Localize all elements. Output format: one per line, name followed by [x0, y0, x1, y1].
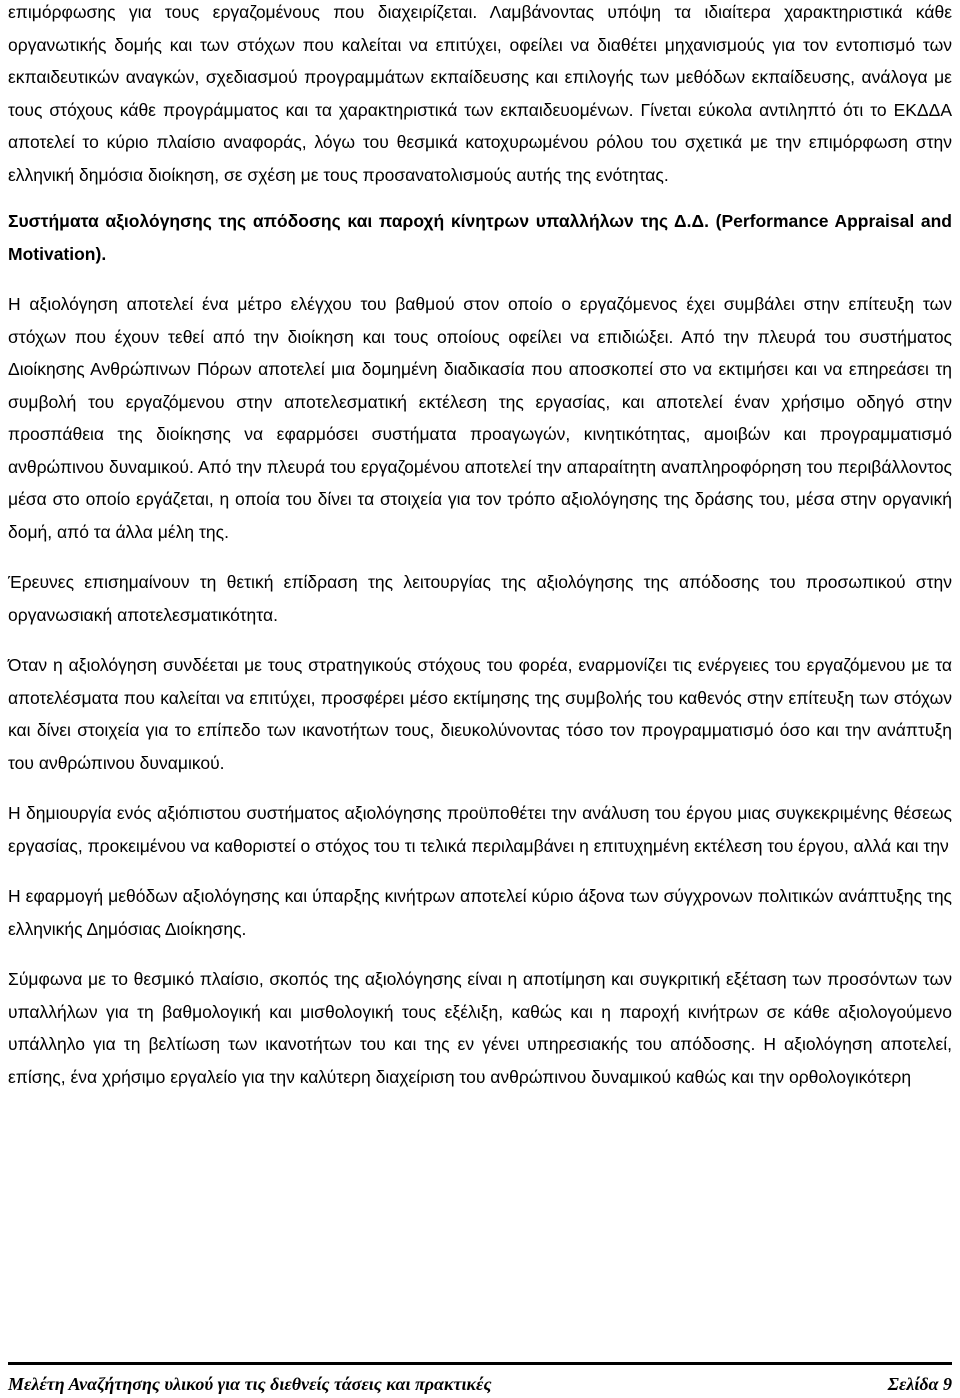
paragraph-policy-axis: Η εφαρμογή μεθόδων αξιολόγησης και ύπαρξης κινήτρων αποτελεί κύριο άξονα των σύγχρονων πολιτικών ανάπτυξης της ελληνικής Δημόσιας Διοίκησης.	[8, 886, 952, 939]
paragraph-research-effect: Έρευνες επισημαίνουν τη θετική επίδραση της λειτουργίας της αξιολόγησης της απόδοσης του προσωπικού στην οργανωσιακή αποτελεσματικότητα.	[8, 572, 952, 625]
paragraph-legal-framework: Σύμφωνα με το θεσμικό πλαίσιο, σκοπός της αξιολόγησης είναι η αποτίμηση και συγκριτική εξέταση των προσόντων των υπαλλήλων για τη βαθμολογική και μισθολογική τους εξέλιξη, καθώς και η παροχή κινήτρων σε κάθε αξιολογούμενο υπάλληλο για τη βελτίωση των ικανοτήτων του και της εν γένει υπηρεσιακής του απόδοσης. Η αξιολόγηση αποτελεί, επίσης, ένα χρήσιμο εργαλείο για την καλύτερη διαχείριση του ανθρώπινου δυναμικού καθώς και την ορθολογικότερη	[8, 969, 952, 1087]
paragraph-reliable-system: Η δημιουργία ενός αξιόπιστου συστήματος αξιολόγησης προϋποθέτει την ανάλυση του έργου μιας συγκεκριμένης θέσεως εργασίας, προκειμένου να καθοριστεί ο στόχος του τι τελικά περιλαμβάνει η επιτυχημένη εκτέλεση του έργου, αλλά και την	[8, 803, 952, 856]
document-page	[8, 0, 952, 1093]
footer-page-number: Σελίδα 9	[887, 1374, 952, 1394]
footer-divider	[8, 1362, 952, 1365]
paragraph-training-intro: επιμόρφωσης για τους εργαζομένους που διαχειρίζεται. Λαμβάνοντας υπόψη τα ιδιαίτερα χαρακτηριστικά κάθε οργανωτικής δομής και των στόχων που καλείται να επιτύχει, οφείλει να διαθέτει μηχανισμούς για τον εντοπισμό των εκπαιδευτικών αναγκών, σχεδιασμού προγραμμάτων εκπαίδευσης και επιλογής των μεθόδων εκπαίδευσης, ανάλογα με τους στόχους κάθε προγράμματος και τα χαρακτηριστικά των εκπαιδευομένων. Γίνεται εύκολα αντιληπτό ότι το ΕΚΔΔΑ αποτελεί το κύριο πλαίσιο αναφοράς, λόγω του θεσμικά κατοχυρωμένου ρόλου του σχετικά με την επιμόρφωση στην ελληνική δημόσια διοίκηση, σε σχέση με τους προσανατολισμούς αυτής της ενότητας.	[8, 2, 952, 185]
page-footer	[8, 1373, 952, 1395]
paragraph-appraisal-definition: Η αξιολόγηση αποτελεί ένα μέτρο ελέγχου του βαθμού στον οποίο ο εργαζόμενος έχει συμβάλει στην επίτευξη των στόχων που έχουν τεθεί από την διοίκηση και τους οποίους οφείλει να επιδιώξει. Από την πλευρά του συστήματος Διοίκησης Ανθρώπινων Πόρων αποτελεί μια δομημένη διαδικασία που αποσκοπεί στο να εκτιμήσει και να επηρεάσει τη συμβολή του εργαζόμενου στην αποτελεσματική εκτέλεση της εργασίας, και αποτελεί έναν χρήσιμο οδηγό στην προσπάθεια της διοίκησης να εφαρμόσει συστήματα προαγωγών, κινητικότητας, αμοιβών και προγραμματισμό ανθρώπινου δυναμικού. Από την πλευρά του εργαζομένου αποτελεί την απαραίτητη αναπληροφόρηση του περιβάλλοντος μέσα στο οποίο εργάζεται, η οποία του δίνει τα στοιχεία για τον τρόπο αξιολόγησης της δράσης του, μέσα στην οργανική δομή, από τα άλλα μέλη της.	[8, 294, 952, 542]
paragraph-strategic-goals: Όταν η αξιολόγηση συνδέεται με τους στρατηγικούς στόχους του φορέα, εναρμονίζει τις ενέργειες του εργαζόμενου με τα αποτελέσματα που καλείται να επιτύχει, προσφέρει μέσο εκτίμησης της συμβολής του καθενός στην επίτευξη των στόχων και δίνει στοιχεία για το επίπεδο των ικανοτήτων τους, διευκολύνοντας τόσο τον προγραμματισμό όσο και την ανάπτυξη του ανθρώπινου δυναμικού.	[8, 655, 952, 773]
section-heading: Συστήματα αξιολόγησης της απόδοσης και παροχή κίνητρων υπαλλήλων της Δ.Δ. (Performance Appraisal and Motivation).	[8, 211, 952, 264]
footer-title: Μελέτη Αναζήτησης υλικού για τις διεθνείς τάσεις και πρακτικές	[8, 1374, 492, 1394]
